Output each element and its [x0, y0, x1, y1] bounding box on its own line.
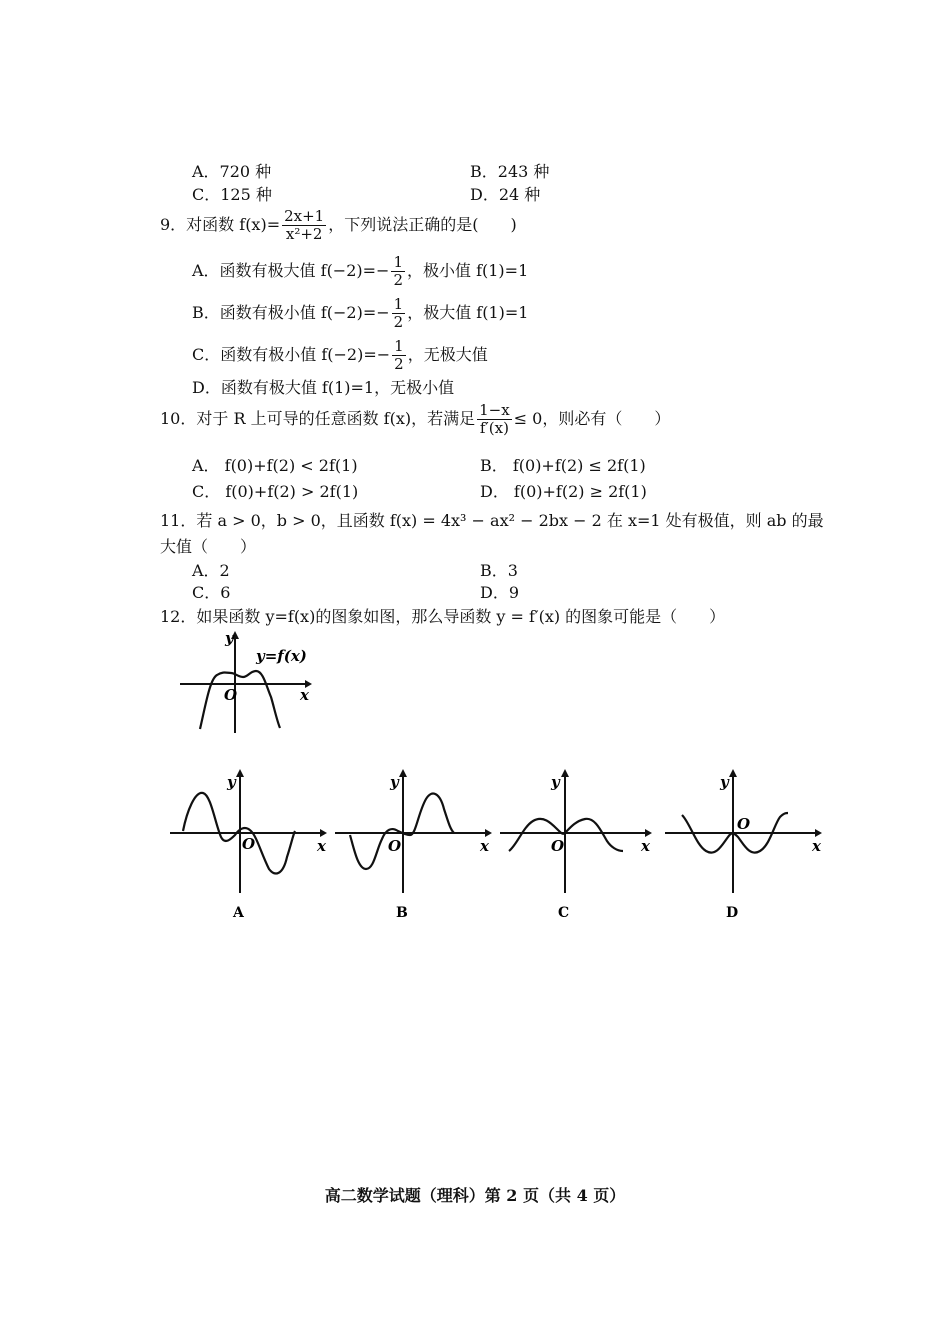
q8-option-b: B．243 种 — [470, 162, 550, 181]
q10-stem — [160, 402, 670, 437]
graph-d-origin-label: O — [737, 815, 751, 833]
q10-fraction — [477, 402, 512, 437]
graph-fx-func-label: y=f(x) — [256, 647, 307, 665]
q9-option-d: D．函数有极大值 f(1)=1，无极小值 — [192, 378, 455, 397]
q9-option-c-pre: C．函数有极小值 f(−2)=− — [192, 345, 391, 364]
graph-fx-x-label: x — [300, 686, 309, 704]
graph-a-y-label: y — [227, 773, 236, 791]
q9-c-half-num: 1 — [394, 337, 404, 355]
q9-option-a — [192, 254, 528, 289]
graph-d-x-arrow — [815, 829, 822, 837]
q9-stem-prefix: 9．对函数 f(x)= — [160, 215, 281, 234]
q11-option-a: A．2 — [192, 561, 230, 580]
graph-b-caption: B — [396, 905, 408, 921]
q10-option-b: B． f(0)+f(2) ≤ 2f(1) — [480, 456, 646, 475]
q9-option-c — [192, 338, 488, 373]
graph-c-origin-label: O — [551, 837, 565, 855]
graph-d-caption: D — [726, 905, 739, 921]
graph-b-x-label: x — [480, 837, 489, 855]
q9-option-b-post: ，极大值 f(1)=1 — [407, 303, 529, 322]
q9-option-b-pre: B．函数有极小值 f(−2)=− — [192, 303, 390, 322]
q10-option-d: D． f(0)+f(2) ≥ 2f(1) — [480, 482, 647, 501]
q9-b-half-den: 2 — [393, 313, 404, 331]
graph-c-x-arrow — [645, 829, 652, 837]
graph-fx-origin-label: O — [224, 686, 238, 704]
graph-b-y-label: y — [390, 773, 399, 791]
graph-c-x-label: x — [641, 837, 650, 855]
q9-option-c-post: ，无极大值 — [407, 345, 488, 364]
q12-stem: 12．如果函数 y=f(x)的图象如图，那么导函数 y = f′(x) 的图象可能是（ ） — [160, 607, 726, 626]
graph-a-x-arrow — [320, 829, 327, 837]
graph-a-x-label: x — [317, 837, 326, 855]
q9-option-c-half — [392, 338, 406, 373]
graph-c-y-arrow — [561, 769, 569, 777]
graph-b-y-arrow — [399, 769, 407, 777]
q9-option-b — [192, 296, 528, 331]
graph-fx — [170, 625, 330, 740]
q9-stem — [160, 208, 517, 243]
q9-fraction-den: x²+2 — [285, 225, 323, 243]
graph-a-origin-label: O — [242, 835, 256, 853]
q9-b-half-num: 1 — [393, 295, 404, 313]
q9-option-b-half — [392, 296, 406, 331]
page-footer: 高二数学试题（理科）第 2 页（共 4 页） — [324, 1186, 626, 1205]
q10-option-a: A． f(0)+f(2) < 2f(1) — [192, 456, 358, 475]
graph-d-y-arrow — [729, 769, 737, 777]
graph-d-x-label: x — [812, 837, 821, 855]
graph-fx-y-label: y — [225, 629, 234, 647]
graph-option-c — [495, 765, 660, 925]
graph-c-y-label: y — [551, 773, 560, 791]
q10-option-c: C． f(0)+f(2) > 2f(1) — [192, 482, 359, 501]
graph-c-caption: C — [558, 905, 570, 921]
q9-stem-suffix: ，下列说法正确的是( ) — [328, 215, 517, 234]
q11-stem-line1: 11．若 a > 0，b > 0，且函数 f(x) = 4x³ − ax² − 2bx − 2 在 x=1 处有极值，则 ab 的最 — [160, 511, 824, 530]
q10-stem-suffix: ≤ 0，则必有（ ） — [513, 409, 671, 428]
q9-fraction — [282, 208, 326, 243]
q11-option-c: C．6 — [192, 583, 231, 602]
q9-c-half-den: 2 — [394, 355, 404, 373]
q10-fraction-num: 1−x — [479, 401, 510, 419]
q9-a-half-den: 2 — [393, 271, 403, 289]
q9-option-a-half — [391, 254, 405, 289]
q8-option-a: A．720 种 — [192, 162, 272, 181]
q9-a-half-num: 1 — [393, 253, 403, 271]
q9-option-a-post: ，极小值 f(1)=1 — [407, 261, 529, 280]
q11-option-b: B．3 — [480, 561, 518, 580]
graph-option-b — [330, 765, 500, 925]
q8-option-d: D．24 种 — [470, 185, 541, 204]
graph-a-caption: A — [233, 905, 244, 921]
q11-stem-line2: 大值（ ） — [160, 537, 257, 556]
graph-b-x-arrow — [485, 829, 492, 837]
graph-option-d — [660, 765, 830, 925]
graph-d-y-label: y — [720, 773, 729, 791]
graph-b-origin-label: O — [388, 837, 402, 855]
graph-option-a — [165, 765, 335, 925]
q9-fraction-num: 2x+1 — [284, 207, 325, 225]
q9-option-a-pre: A．函数有极大值 f(−2)=− — [192, 261, 390, 280]
graph-fx-curve — [200, 671, 280, 729]
graph-a-y-arrow — [236, 769, 244, 777]
q11-option-d: D．9 — [480, 583, 520, 602]
q10-stem-prefix: 10．对于 R 上可导的任意函数 f(x)，若满足 — [160, 409, 476, 428]
q8-option-c: C．125 种 — [192, 185, 272, 204]
q10-fraction-den: f′(x) — [479, 419, 509, 437]
